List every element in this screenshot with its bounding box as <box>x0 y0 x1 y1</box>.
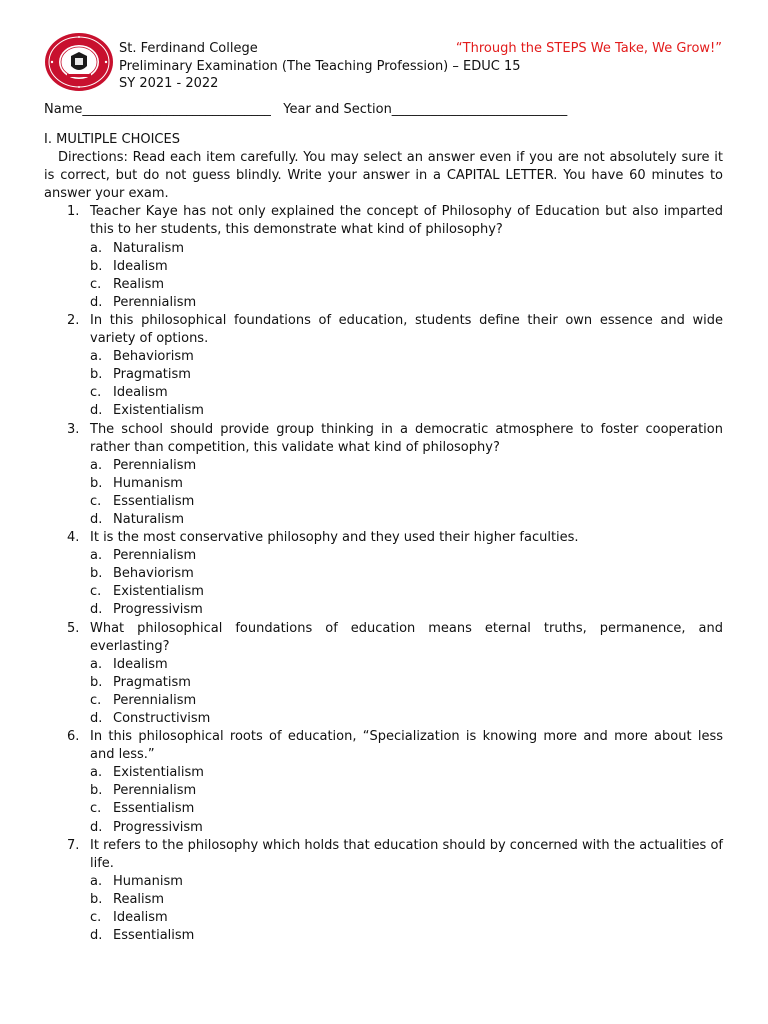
question-item <box>44 620 723 729</box>
college-seal-icon <box>44 32 114 92</box>
answer-option <box>90 240 723 258</box>
question-number: 1. <box>67 204 80 220</box>
option-letter: a. <box>90 457 103 473</box>
answer-option <box>90 601 723 619</box>
question-text: What philosophical foundations of education means eternal truths, permanence, and everlasting? <box>90 620 723 654</box>
question-text: Teacher Kaye has not only explained the concept of Philosophy of Education but also imparted this to her students, this demonstrate what kind of philosophy? <box>90 204 723 238</box>
option-letter: d. <box>90 511 103 527</box>
option-text: Naturalism <box>113 511 184 527</box>
question-number: 3. <box>67 421 80 437</box>
question-number: 6. <box>67 729 80 745</box>
answer-option <box>90 927 723 945</box>
option-list <box>90 873 723 945</box>
question-text: It is the most conservative philosophy and they used their higher faculties. <box>90 530 579 546</box>
option-text: Behaviorism <box>113 349 194 365</box>
option-text: Essentialism <box>113 928 195 944</box>
option-letter: a. <box>90 349 103 365</box>
option-text: Realism <box>113 276 165 292</box>
answer-option <box>90 583 723 601</box>
option-text: Existentialism <box>113 584 204 600</box>
option-letter: b. <box>90 674 103 690</box>
option-text: Humanism <box>113 475 183 491</box>
option-list <box>90 547 723 619</box>
college-motto: “Through the STEPS We Take, We Grow!” <box>455 41 722 56</box>
answer-option <box>90 764 723 782</box>
option-text: Realism <box>113 891 165 907</box>
answer-option <box>90 674 723 692</box>
answer-option <box>90 366 723 384</box>
answer-option <box>90 782 723 800</box>
option-text: Pragmatism <box>113 674 191 690</box>
option-letter: d. <box>90 819 103 835</box>
answer-option <box>90 909 723 927</box>
option-list <box>90 764 723 836</box>
answer-option <box>90 457 723 475</box>
answer-option <box>90 276 723 294</box>
answer-option <box>90 475 723 493</box>
directions-text: Directions: Read each item carefully. You may select an answer even if you are not absolutely sure it is correct, but do not guess blindly. Write your answer in a CAPITAL LETTER. You have 60 minutes to answer your exam. <box>44 150 723 202</box>
answer-option <box>90 692 723 710</box>
answer-option <box>90 800 723 818</box>
year-section-field[interactable]: Year and Section___________________________ <box>283 102 568 117</box>
option-text: Progressivism <box>113 819 203 835</box>
answer-option <box>90 710 723 728</box>
answer-option <box>90 294 723 312</box>
question-number: 4. <box>67 530 80 546</box>
exam-title: Preliminary Examination (The Teaching Profession) – EDUC 15 <box>119 58 521 74</box>
option-text: Humanism <box>113 873 183 889</box>
option-letter: a. <box>90 873 103 889</box>
option-text: Idealism <box>113 910 168 926</box>
exam-content <box>44 131 723 945</box>
option-letter: d. <box>90 928 103 944</box>
option-text: Pragmatism <box>113 367 191 383</box>
answer-option <box>90 891 723 909</box>
option-text: Existentialism <box>113 403 204 419</box>
option-list <box>90 240 723 312</box>
option-letter: a. <box>90 765 103 781</box>
question-list <box>44 203 723 945</box>
option-text: Behaviorism <box>113 566 194 582</box>
student-info-line <box>44 101 567 119</box>
question-item <box>44 837 723 946</box>
section-title: I. MULTIPLE CHOICES <box>44 132 180 147</box>
option-letter: b. <box>90 475 103 491</box>
option-text: Idealism <box>113 385 168 401</box>
question-item <box>44 529 723 619</box>
option-letter: d. <box>90 711 103 726</box>
option-letter: c. <box>90 692 102 708</box>
answer-option <box>90 819 723 837</box>
question-item <box>44 728 723 837</box>
question-number: 2. <box>67 312 80 328</box>
option-letter: b. <box>90 566 103 582</box>
option-letter: b. <box>90 783 103 799</box>
option-text: Idealism <box>113 656 168 672</box>
name-field[interactable]: Name_____________________________ <box>44 102 271 117</box>
option-letter: c. <box>90 385 102 401</box>
answer-option <box>90 656 723 674</box>
question-text: In this philosophical roots of education, “Specialization is knowing more and more about less and less.” <box>90 729 723 763</box>
option-text: Naturalism <box>113 240 184 256</box>
option-letter: b. <box>90 367 103 383</box>
option-letter: a. <box>90 240 103 256</box>
option-text: Essentialism <box>113 801 195 817</box>
answer-option <box>90 547 723 565</box>
question-text: It refers to the philosophy which holds that education should by concerned with the actualities of life. <box>90 837 723 871</box>
option-list <box>90 656 723 728</box>
college-name: St. Ferdinand College <box>119 41 258 56</box>
option-letter: c. <box>90 584 102 600</box>
option-text: Essentialism <box>113 493 195 509</box>
option-letter: c. <box>90 276 102 292</box>
question-item <box>44 203 723 312</box>
option-letter: c. <box>90 910 102 926</box>
answer-option <box>90 348 723 366</box>
option-letter: c. <box>90 493 102 509</box>
option-letter: d. <box>90 403 103 419</box>
option-letter: b. <box>90 891 103 907</box>
option-list <box>90 457 723 529</box>
option-letter: a. <box>90 656 103 672</box>
question-text: In this philosophical foundations of education, students define their own essence and wide variety of options. <box>90 312 723 347</box>
option-letter: c. <box>90 801 102 817</box>
answer-option <box>90 511 723 529</box>
question-item <box>44 312 723 421</box>
option-text: Perennialism <box>113 457 197 473</box>
option-text: Constructivism <box>113 711 211 726</box>
answer-option <box>90 493 723 511</box>
option-text: Perennialism <box>113 548 197 564</box>
option-text: Perennialism <box>113 294 197 310</box>
option-letter: b. <box>90 258 103 274</box>
question-text: The school should provide group thinking in a democratic atmosphere to foster cooperation rather than competition, this validate what kind of philosophy? <box>90 421 723 455</box>
option-text: Existentialism <box>113 765 204 781</box>
answer-option <box>90 402 723 420</box>
option-text: Progressivism <box>113 602 203 618</box>
option-letter: a. <box>90 548 103 564</box>
answer-option <box>90 258 723 276</box>
question-number: 5. <box>67 620 80 636</box>
option-text: Perennialism <box>113 783 197 799</box>
answer-option <box>90 384 723 402</box>
option-text: Perennialism <box>113 692 197 708</box>
option-text: Idealism <box>113 258 168 274</box>
option-letter: d. <box>90 294 103 310</box>
option-letter: d. <box>90 602 103 618</box>
answer-option <box>90 873 723 891</box>
school-year: SY 2021 - 2022 <box>119 76 219 91</box>
question-item <box>44 421 723 530</box>
option-list <box>90 348 723 420</box>
answer-option <box>90 565 723 583</box>
question-number: 7. <box>67 837 80 853</box>
